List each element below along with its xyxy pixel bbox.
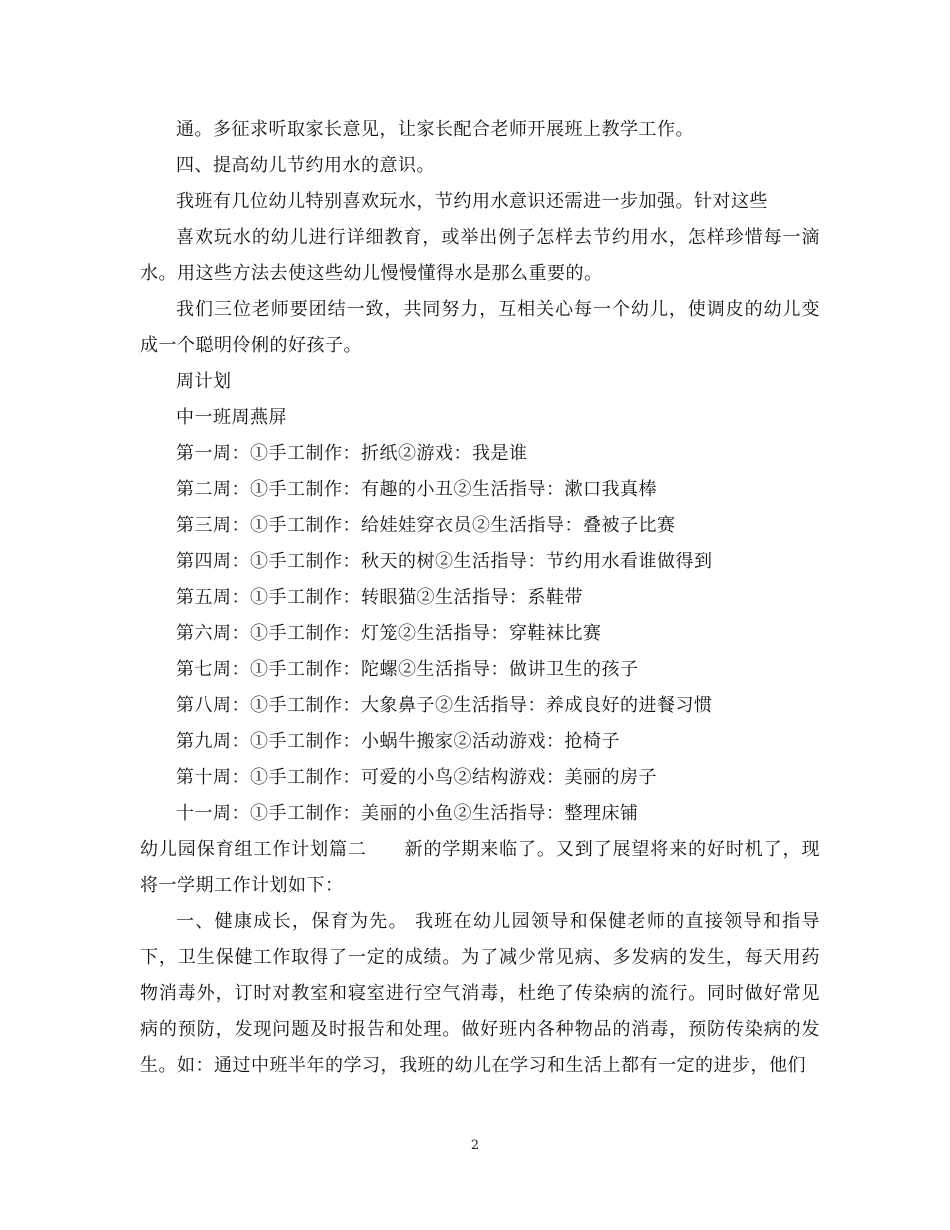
body-text — [140, 112, 820, 1084]
week-item: 第八周：①手工制作：大象鼻子②生活指导：养成良好的进餐习惯 — [176, 695, 713, 716]
week-item: 第二周：①手工制作：有趣的小丑②生活指导：漱口我真棒 — [176, 479, 657, 500]
week-item: 第三周：①手工制作：给娃娃穿衣员②生活指导：叠被子比赛 — [176, 515, 676, 536]
week-item: 第一周：①手工制作：折纸②游戏：我是谁 — [176, 443, 528, 464]
week-item: 十一周：①手工制作：美丽的小鱼②生活指导：整理床铺 — [176, 803, 639, 824]
plan-title: 周计划 — [176, 371, 232, 392]
section-heading: 四、提高幼儿节约用水的意识。 — [176, 155, 435, 176]
section-intro: 幼儿园保育组工作计划篇二 新的学期来临了。又到了展望将来的好时机了，现将一学期工作计划如下： — [140, 839, 820, 896]
paragraph: 通。多征求听取家长意见，让家长配合老师开展班上教学工作。 — [176, 119, 694, 140]
week-item: 第十周：①手工制作：可爱的小鸟②结构游戏：美丽的房子 — [176, 767, 657, 788]
week-item: 第五周：①手工制作：转眼猫②生活指导：系鞋带 — [176, 587, 583, 608]
plan-author: 中一班周燕屏 — [176, 407, 287, 428]
paragraph: 我们三位老师要团结一致，共同努力，互相关心每一个幼儿，使调皮的幼儿变成一个聪明伶俐的好孩子。 — [140, 299, 820, 356]
page-number: 2 — [470, 1138, 480, 1153]
paragraph: 我班有几位幼儿特别喜欢玩水，节约用水意识还需进一步加强。针对这些 — [176, 191, 768, 212]
week-item: 第九周：①手工制作：小蜗牛搬家②活动游戏：抢椅子 — [176, 731, 620, 752]
paragraph: 一、健康成长，保育为先。 我班在幼儿园领导和保健老师的直接领导和指导下，卫生保健工作取得了一定的成绩。为了减少常见病、多发病的发生，每天用药物消毒外，订时对教室和寝室进行空气消毒，杜绝了传染病的流行。同时做好常见病的预防，发现问题及时报告和处理。做好班内各种物品的消毒，预防传染病的发生。如：通过中班半年的学习，我班的幼儿在学习和生活上都有一定的进步，他们 — [140, 911, 820, 1076]
paragraph: 喜欢玩水的幼儿进行详细教育，或举出例子怎样去节约用水，怎样珍惜每一滴水。用这些方法去使这些幼儿慢慢懂得水是那么重要的。 — [140, 227, 820, 284]
week-item: 第七周：①手工制作：陀螺②生活指导：做讲卫生的孩子 — [176, 659, 639, 680]
week-item: 第六周：①手工制作：灯笼②生活指导：穿鞋袜比赛 — [176, 623, 602, 644]
week-item: 第四周：①手工制作：秋天的树②生活指导：节约用水看谁做得到 — [176, 551, 713, 572]
